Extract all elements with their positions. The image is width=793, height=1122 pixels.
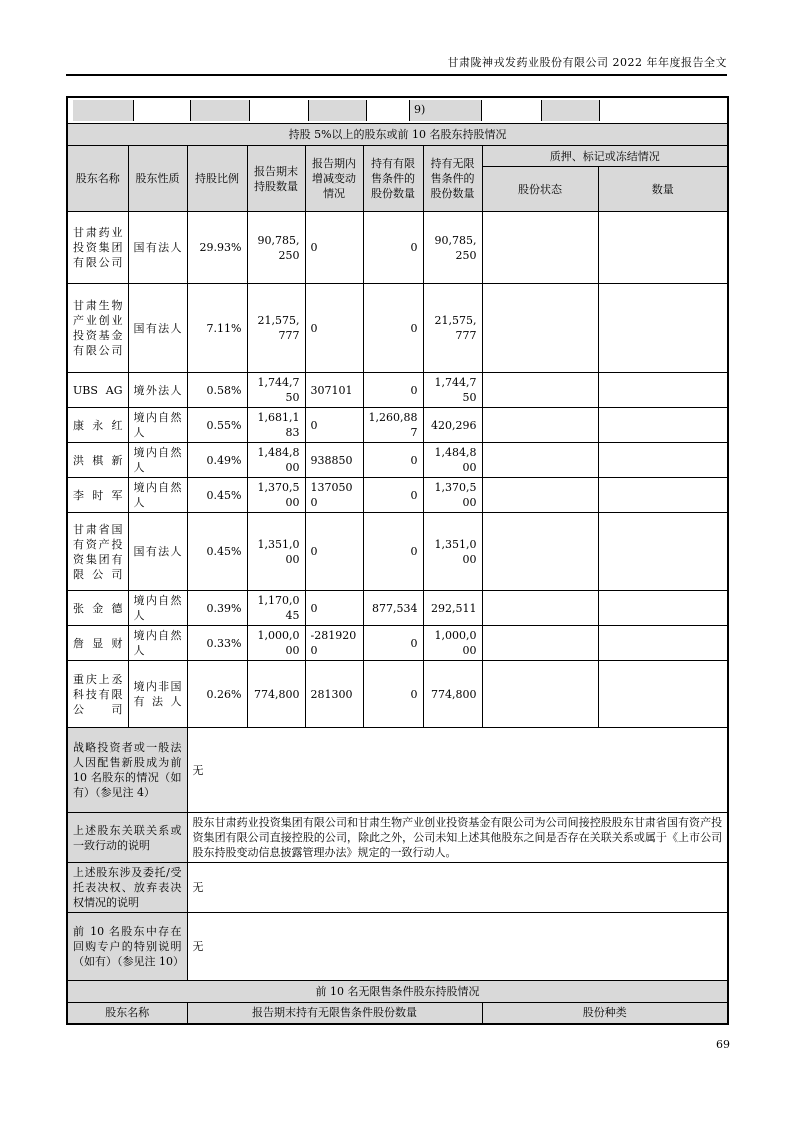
unrestricted-shares-cell: 90,785,250 — [423, 212, 482, 284]
table-row — [67, 661, 728, 728]
col-header-pledge-group: 质押、标记或冻结情况 — [482, 146, 728, 167]
change-cell: 1370500 — [305, 478, 363, 513]
table-note-row — [67, 913, 728, 981]
ratio-cell: 0.33% — [187, 626, 247, 661]
change-cell: 0 — [305, 212, 363, 284]
change-cell: 0 — [305, 284, 363, 373]
pledge-qty-cell — [598, 661, 728, 728]
shareholder-name-cell: 康永红 — [67, 408, 128, 443]
shareholders-table — [66, 96, 729, 1025]
col-header-shareholder-nature: 股东性质 — [128, 146, 187, 212]
table-row — [67, 591, 728, 626]
col-header-restricted: 持有有限售条件的股份数量 — [363, 146, 423, 212]
note-value-cell: 无 — [187, 913, 728, 981]
pledge-status-cell — [482, 408, 598, 443]
col-header-end-shares: 报告期末持股数量 — [247, 146, 305, 212]
note-label-cell: 上述股东关联关系或一致行动的说明 — [67, 813, 187, 863]
table-note-row — [67, 863, 728, 913]
restricted-shares-cell: 0 — [363, 373, 423, 408]
table-row — [67, 513, 728, 591]
table-row — [67, 626, 728, 661]
table-row — [67, 478, 728, 513]
restricted-shares-cell: 0 — [363, 513, 423, 591]
change-cell: 938850 — [305, 443, 363, 478]
pledge-qty-cell — [598, 373, 728, 408]
unrestricted-shares-cell: 774,800 — [423, 661, 482, 728]
pledge-qty-cell — [598, 591, 728, 626]
table-row-title — [67, 124, 728, 146]
continuation-cell — [542, 100, 600, 121]
restricted-shares-cell: 0 — [363, 443, 423, 478]
restricted-shares-cell: 0 — [363, 626, 423, 661]
continuation-cell — [134, 100, 191, 121]
bottom-col-header-unrestricted-qty: 报告期末持有无限售条件股份数量 — [187, 1003, 482, 1024]
header-rule — [66, 74, 727, 76]
note-value-cell: 股东甘肃药业投资集团有限公司和甘肃生物产业创业投资基金有限公司为公司间接控股股东甘肃省国有资产投资集团有限公司直接控股的公司，除此之外，公司未知上述其他股东之间是否存在关联关系或属于《上市公司股东持股变动信息披露管理办法》规定的一致行动人。 — [187, 813, 728, 863]
col-header-change: 报告期内增减变动情况 — [305, 146, 363, 212]
continuation-cell — [367, 100, 410, 121]
table-section-title: 持股 5%以上的股东或前 10 名股东持股情况 — [67, 124, 728, 146]
table-row — [67, 373, 728, 408]
shareholder-nature-cell: 境内自然人 — [128, 408, 187, 443]
pledge-status-cell — [482, 373, 598, 408]
pledge-qty-cell — [598, 513, 728, 591]
end-shares-cell: 1,484,800 — [247, 443, 305, 478]
pledge-qty-cell — [598, 284, 728, 373]
table-header-row — [67, 1003, 728, 1024]
note-label-cell: 战略投资者或一般法人因配售新股成为前 10 名股东的情况（如有）（参见注 4） — [67, 728, 187, 813]
table-row — [67, 408, 728, 443]
restricted-shares-cell: 1,260,887 — [363, 408, 423, 443]
col-header-shareholder-name: 股东名称 — [67, 146, 128, 212]
pledge-qty-cell — [598, 443, 728, 478]
unrestricted-shares-cell: 1,744,750 — [423, 373, 482, 408]
continuation-cell — [250, 100, 309, 121]
shareholder-nature-cell: 境外法人 — [128, 373, 187, 408]
col-header-pledge-status: 股份状态 — [482, 167, 598, 212]
pledge-qty-cell — [598, 408, 728, 443]
end-shares-cell: 90,785,250 — [247, 212, 305, 284]
pledge-status-cell — [482, 591, 598, 626]
shareholder-nature-cell: 境内非国有法人 — [128, 661, 187, 728]
table-note-row — [67, 728, 728, 813]
change-cell: 307101 — [305, 373, 363, 408]
shareholder-name-cell: 甘肃药业投资集团有限公司 — [67, 212, 128, 284]
shareholder-nature-cell: 境内自然人 — [128, 478, 187, 513]
ratio-cell: 0.55% — [187, 408, 247, 443]
restricted-shares-cell: 0 — [363, 284, 423, 373]
unrestricted-shares-cell: 420,296 — [423, 408, 482, 443]
shareholder-nature-cell: 境内自然人 — [128, 443, 187, 478]
pledge-status-cell — [482, 513, 598, 591]
end-shares-cell: 1,170,045 — [247, 591, 305, 626]
col-header-unrestricted: 持有无限售条件的股份数量 — [423, 146, 482, 212]
unrestricted-shares-cell: 1,370,500 — [423, 478, 482, 513]
end-shares-cell: 1,351,000 — [247, 513, 305, 591]
continuation-cell — [191, 100, 250, 121]
shareholder-name-cell: 洪棋新 — [67, 443, 128, 478]
shareholder-name-cell: 张金德 — [67, 591, 128, 626]
ratio-cell: 0.26% — [187, 661, 247, 728]
pledge-status-cell — [482, 212, 598, 284]
table-row-title — [67, 981, 728, 1003]
table-row-continuation — [67, 97, 728, 124]
continuation-cell-note9: 9) — [410, 100, 482, 121]
restricted-shares-cell: 0 — [363, 661, 423, 728]
shareholder-name-cell: 李时军 — [67, 478, 128, 513]
pledge-status-cell — [482, 443, 598, 478]
table-row — [67, 212, 728, 284]
page-header-title: 甘肃陇神戎发药业股份有限公司 2022 年年度报告全文 — [447, 56, 727, 69]
ratio-cell: 0.49% — [187, 443, 247, 478]
continuation-cell — [600, 100, 722, 121]
note-label-cell: 前 10 名股东中存在回购专户的特别说明（如有）（参见注 10） — [67, 913, 187, 981]
pledge-qty-cell — [598, 478, 728, 513]
pledge-status-cell — [482, 478, 598, 513]
ratio-cell: 29.93% — [187, 212, 247, 284]
change-cell: 0 — [305, 591, 363, 626]
note-value-cell: 无 — [187, 863, 728, 913]
shareholder-nature-cell: 国有法人 — [128, 284, 187, 373]
continuation-cell — [309, 100, 367, 121]
end-shares-cell: 21,575,777 — [247, 284, 305, 373]
unrestricted-shares-cell: 1,351,000 — [423, 513, 482, 591]
pledge-status-cell — [482, 661, 598, 728]
restricted-shares-cell: 0 — [363, 478, 423, 513]
shareholder-name-cell: 詹显财 — [67, 626, 128, 661]
shareholder-name-cell: UBS AG — [67, 373, 128, 408]
continuation-row — [67, 97, 728, 124]
bottom-col-header-share-type: 股份种类 — [482, 1003, 728, 1024]
continuation-cell — [73, 100, 134, 121]
unrestricted-shares-cell: 1,000,000 — [423, 626, 482, 661]
shareholder-name-cell: 甘肃生物产业创业投资基金有限公司 — [67, 284, 128, 373]
restricted-shares-cell: 0 — [363, 212, 423, 284]
note-label-cell: 上述股东涉及委托/受托表决权、放弃表决权情况的说明 — [67, 863, 187, 913]
change-cell: -2819200 — [305, 626, 363, 661]
page-number: 69 — [716, 1038, 730, 1051]
unrestricted-shares-cell: 21,575,777 — [423, 284, 482, 373]
pledge-status-cell — [482, 626, 598, 661]
col-header-ratio: 持股比例 — [187, 146, 247, 212]
pledge-status-cell — [482, 284, 598, 373]
end-shares-cell: 1,681,183 — [247, 408, 305, 443]
table-row — [67, 284, 728, 373]
change-cell: 281300 — [305, 661, 363, 728]
unrestricted-shares-cell: 1,484,800 — [423, 443, 482, 478]
end-shares-cell: 774,800 — [247, 661, 305, 728]
pledge-qty-cell — [598, 212, 728, 284]
end-shares-cell: 1,000,000 — [247, 626, 305, 661]
shareholder-nature-cell: 境内自然人 — [128, 591, 187, 626]
end-shares-cell: 1,370,500 — [247, 478, 305, 513]
col-header-pledge-qty: 数量 — [598, 167, 728, 212]
end-shares-cell: 1,744,750 — [247, 373, 305, 408]
note-value-cell: 无 — [187, 728, 728, 813]
change-cell: 0 — [305, 408, 363, 443]
unrestricted-shares-cell: 292,511 — [423, 591, 482, 626]
shareholder-name-cell: 重庆上丞科技有限公司 — [67, 661, 128, 728]
continuation-cell — [482, 100, 542, 121]
ratio-cell: 0.58% — [187, 373, 247, 408]
shareholder-nature-cell: 国有法人 — [128, 513, 187, 591]
ratio-cell: 0.45% — [187, 478, 247, 513]
shareholder-nature-cell: 国有法人 — [128, 212, 187, 284]
table-header-row — [67, 146, 728, 167]
restricted-shares-cell: 877,534 — [363, 591, 423, 626]
pledge-qty-cell — [598, 626, 728, 661]
table-note-row — [67, 813, 728, 863]
ratio-cell: 0.45% — [187, 513, 247, 591]
change-cell: 0 — [305, 513, 363, 591]
shareholder-name-cell: 甘肃省国有资产投资集团有限公司 — [67, 513, 128, 591]
ratio-cell: 0.39% — [187, 591, 247, 626]
shareholder-nature-cell: 境内自然人 — [128, 626, 187, 661]
bottom-section-title: 前 10 名无限售条件股东持股情况 — [67, 981, 728, 1003]
table-row — [67, 443, 728, 478]
bottom-col-header-name: 股东名称 — [67, 1003, 187, 1024]
ratio-cell: 7.11% — [187, 284, 247, 373]
